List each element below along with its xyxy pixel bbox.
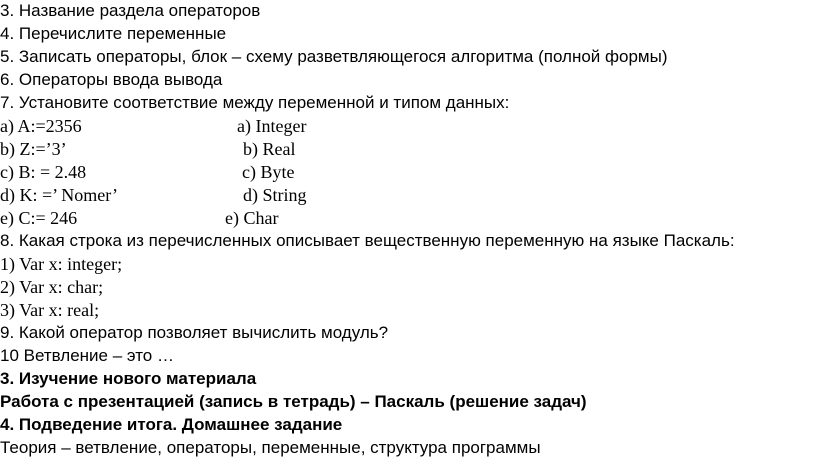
matching-variable: b) Z:=’3’ [0, 139, 67, 159]
line-q6: 6. Операторы ввода вывода [0, 70, 223, 89]
line-q4: 4. Перечислите переменные [0, 24, 227, 43]
matching-row [0, 138, 816, 160]
matching-variable: a) A:=2356 [0, 116, 82, 136]
section4-heading: 4. Подведение итога. Домашнее задание [0, 415, 343, 434]
matching-type: b) Real [243, 139, 296, 159]
matching-row [0, 184, 816, 206]
line-q3: 3. Название раздела операторов [0, 1, 261, 20]
matching-row [0, 115, 816, 137]
line-q8: 8. Какая строка из перечисленных описывает вещественную переменную на языке Паскаль: [0, 231, 735, 250]
q8-option: 3) Var x: real; [0, 300, 100, 320]
matching-type: e) Char [225, 208, 279, 228]
section4-text: Теория – ветвление, операторы, переменные, структура программы [0, 438, 541, 457]
matching-variable: d) K: =’ Nomer’ [0, 185, 118, 205]
line-q7: 7. Установите соответствие между переменной и типом данных: [0, 93, 510, 112]
line-q9: 9. Какой оператор позволяет вычислить модуль? [0, 323, 389, 342]
matching-type: d) String [243, 185, 307, 205]
q8-option: 2) Var x: char; [0, 277, 104, 297]
q8-option: 1) Var x: integer; [0, 254, 123, 274]
matching-variable: c) B: = 2.48 [0, 162, 87, 182]
matching-row [0, 207, 816, 229]
matching-row [0, 161, 816, 183]
matching-type: a) Integer [237, 116, 307, 136]
matching-type: c) Byte [242, 162, 295, 182]
matching-variable: e) C:= 246 [0, 208, 78, 228]
line-q10: 10 Ветвление – это … [0, 346, 174, 365]
section3-text: Работа с презентацией (запись в тетрадь) – Паскаль (решение задач) [0, 392, 587, 411]
section3-heading: 3. Изучение нового материала [0, 369, 257, 388]
line-q5: 5. Записать операторы, блок – схему разветвляющегося алгоритма (полной формы) [0, 47, 668, 66]
